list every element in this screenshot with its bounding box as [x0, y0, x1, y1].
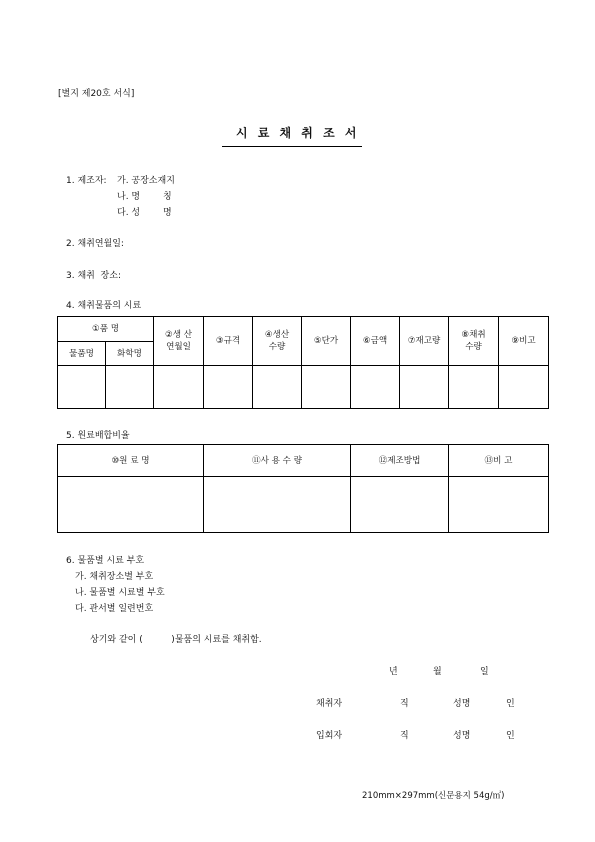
document-title: 시 료 채 취 조 서 [236, 126, 357, 140]
header-sample-qty: ⑧채취 수량 [449, 317, 499, 366]
section6-item-c: 다. 관서별 일련번호 [75, 604, 154, 614]
section6-item-a: 가. 채취장소별 부호 [75, 572, 154, 582]
header-material: ⑩원 료 명 [58, 445, 204, 477]
cell [204, 366, 253, 409]
header-chemical-name: 화학명 [106, 342, 154, 366]
section5-label: 5. 원료배합비율 [66, 431, 130, 441]
cell [351, 477, 449, 533]
section6-label: 6. 물품별 시료 부호 [66, 556, 145, 566]
section3-label: 3. 채취 장소: [66, 271, 121, 281]
witness-name: 성명 [453, 731, 471, 741]
material-table [57, 444, 549, 533]
cell [58, 366, 106, 409]
cell [253, 366, 302, 409]
witness-position: 직 [400, 731, 409, 741]
cell [204, 477, 351, 533]
form-id: [별지 제20호 서식] [58, 89, 135, 99]
sample-table [57, 316, 549, 409]
section1-item-c: 다. 성 명 [117, 208, 172, 218]
section1-item-b: 나. 명 칭 [117, 192, 172, 202]
section1-item-a: 가. 공장소재지 [117, 176, 175, 186]
header-unit-price: ⑤단가 [302, 317, 351, 366]
header-remarks: ⑨비고 [499, 317, 549, 366]
header-product: ①품 명 [58, 317, 154, 342]
date-day: 일 [480, 667, 489, 677]
date-month: 월 [433, 667, 442, 677]
header-stock: ⑦재고량 [400, 317, 449, 366]
header-spec: ③규격 [204, 317, 253, 366]
signer-seal: 인 [506, 699, 515, 709]
cell [302, 366, 351, 409]
signer-role: 채취자 [316, 699, 343, 709]
cell [400, 366, 449, 409]
cell [154, 366, 204, 409]
cell [106, 366, 154, 409]
header-method: ⑫제조방법 [351, 445, 449, 477]
header-remarks2: ⑬비 고 [449, 445, 549, 477]
header-amount: ⑥금액 [351, 317, 400, 366]
signer-position: 직 [400, 699, 409, 709]
header-production-date: ②생 산 연월일 [154, 317, 204, 366]
section2-label: 2. 채취연월일: [66, 239, 124, 249]
cell [499, 366, 549, 409]
header-production-qty: ④생산 수량 [253, 317, 302, 366]
witness-role: 입회자 [316, 731, 343, 741]
header-product-name: 물품명 [58, 342, 106, 366]
date-year: 년 [389, 667, 398, 677]
signer-name: 성명 [453, 699, 471, 709]
title-underline [222, 146, 362, 147]
statement: 상기와 같이 ( )물품의 시료를 채취함. [90, 635, 262, 645]
cell [351, 366, 400, 409]
cell [449, 366, 499, 409]
section6-item-b: 나. 물품별 시료별 부호 [75, 588, 165, 598]
section1-label: 1. 제조자: [66, 176, 107, 186]
paper-spec: 210mm×297mm(신문용지 54g/㎡) [362, 791, 505, 801]
cell [449, 477, 549, 533]
section4-label: 4. 채취물품의 시료 [66, 301, 142, 311]
cell [58, 477, 204, 533]
witness-seal: 인 [506, 731, 515, 741]
header-usage: ⑪사 용 수 량 [204, 445, 351, 477]
